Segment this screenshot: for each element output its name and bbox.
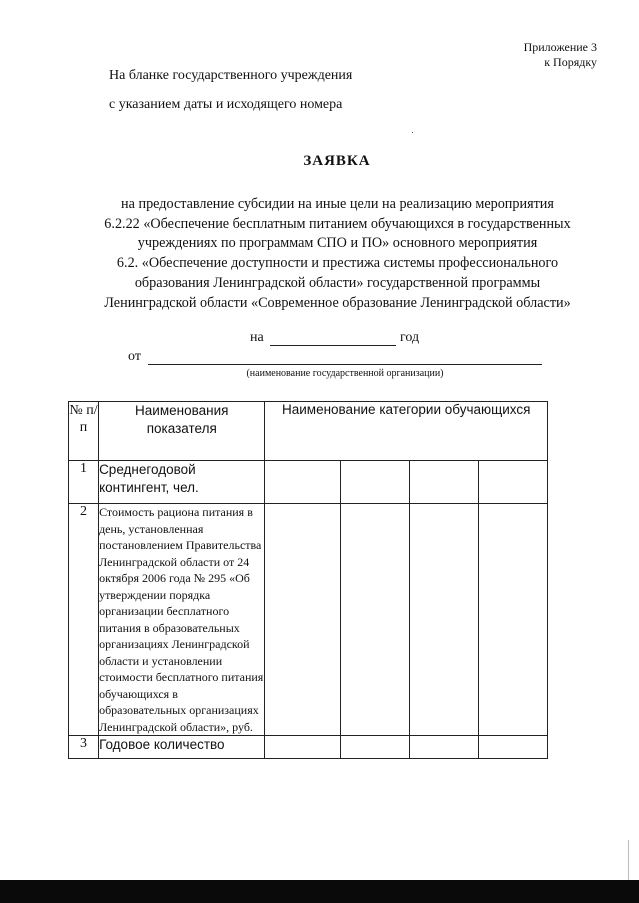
header-student-category: Наименование категории обучающихся xyxy=(265,402,548,461)
header-indicator-name: Наименования показателя xyxy=(99,402,265,461)
indicators-table xyxy=(68,401,548,759)
appendix-note xyxy=(457,40,597,70)
letterhead-note-line-1: На бланке государственного учреждения xyxy=(109,68,353,83)
from-label: от xyxy=(128,349,141,364)
subtitle-line: образования Ленинградской области» государственной программы xyxy=(134,274,541,291)
table-row xyxy=(69,504,548,736)
category-cell xyxy=(265,461,340,504)
category-cell xyxy=(265,736,340,759)
category-cell xyxy=(409,461,478,504)
row-indicator-name: Среднегодовой контингент, чел. xyxy=(99,461,265,504)
category-cell xyxy=(478,736,547,759)
subtitle-line: учреждениях по программам СПО и ПО» основного мероприятия xyxy=(137,235,538,252)
document-subtitle xyxy=(60,195,615,313)
row-number: 1 xyxy=(69,461,99,504)
table-header-row xyxy=(69,402,548,461)
organization-caption: (наименование государственной организации) xyxy=(246,368,444,379)
category-cell xyxy=(478,504,547,736)
organization-field-line xyxy=(148,364,542,365)
table-row xyxy=(69,736,548,759)
document-title: ЗАЯВКА xyxy=(303,153,371,169)
appendix-line-1: Приложение 3 xyxy=(523,40,597,54)
category-cell xyxy=(409,504,478,736)
row-number: 2 xyxy=(69,504,99,736)
subtitle-line: Ленинградской области «Современное образование Ленинградской области» xyxy=(104,294,571,311)
category-cell xyxy=(340,736,409,759)
scan-bottom-bar xyxy=(0,880,639,903)
table-row xyxy=(69,461,548,504)
row-number: 3 xyxy=(69,736,99,759)
appendix-line-2: к Порядку xyxy=(544,55,597,69)
header-number: № п/п xyxy=(69,402,99,461)
subtitle-line: 6.2. «Обеспечение доступности и престижа системы профессионального xyxy=(116,255,559,272)
letterhead-note-line-2: с указанием даты и исходящего номера xyxy=(109,97,343,112)
year-na-label: на xyxy=(250,330,264,345)
category-cell xyxy=(478,461,547,504)
subtitle-line: 6.2.22 «Обеспечение бесплатным питанием обучающихся в государственных xyxy=(104,215,571,232)
row-indicator-name: Стоимость рациона питания в день, установленная постановлением Правительства Ленинградской области от 24 октября 2006 года № 295 «Об утверждении порядка организации бесплатного питания в образовательных организациях Ленинградской области и установлении стоимости бесплатного питания обучающихся в образовательных организациях Ленинградской области», руб. xyxy=(99,505,264,734)
scan-edge-line xyxy=(628,840,629,880)
year-field-line xyxy=(270,345,396,346)
category-cell xyxy=(409,736,478,759)
scan-speck xyxy=(412,132,413,133)
year-god-label: год xyxy=(400,330,420,345)
row-indicator-name: Годовое количество xyxy=(99,736,265,759)
category-cell xyxy=(340,504,409,736)
category-cell xyxy=(265,504,340,736)
category-cell xyxy=(340,461,409,504)
subtitle-line: на предоставление субсидии на иные цели на реализацию мероприятия xyxy=(121,196,554,212)
